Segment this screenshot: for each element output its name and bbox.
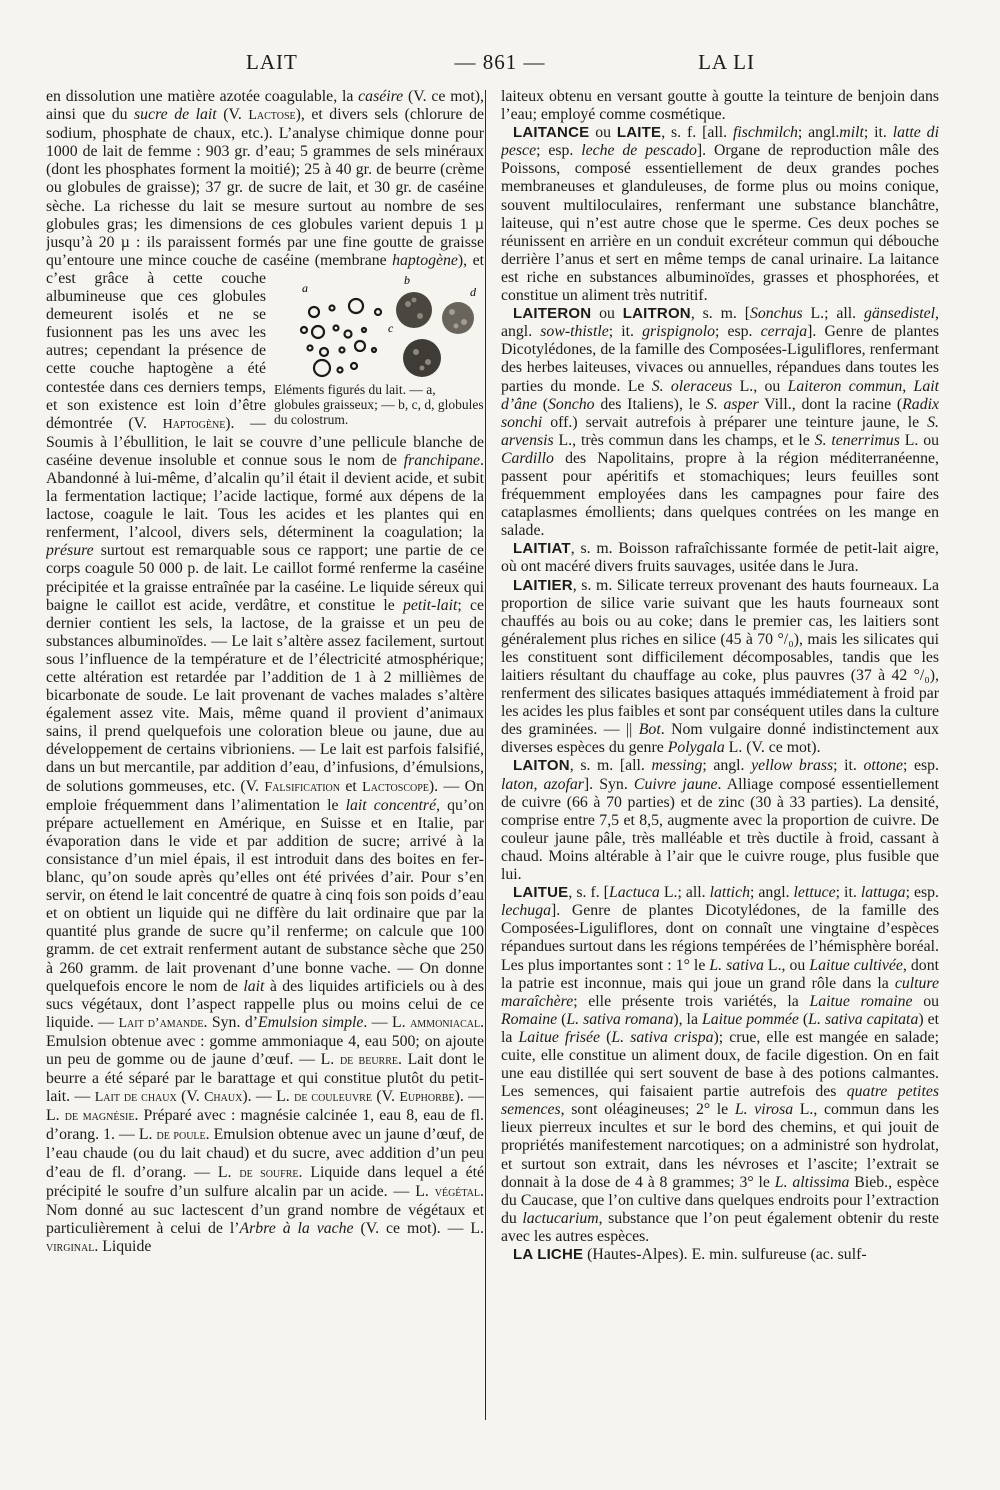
entry-lait-continued: en dissolution une matière azotée coagulable, la caséire (V. ce mot), ainsi que du sucre de lait (V. Lactose), et divers sels (chlorure de sodium, phosphate de chaux, etc.). L’analyse chimique donne pour 1000 de lait de femme : 903 gr. d’eau; 5 grammes de sels minéraux (dont les phosphates forment la moitié); 25 à 40 gr. de beurre (crème ou globules de graisse); 37 gr. de sucre de lait, et 30 gr. de caséine sèche. La richesse du lait se mesure surtout au nombre de ses globules gras; les dimensions de ces globules varient depuis 1 µ jusqu’à 20 µ : ils paraissent formés par une fine goutte de graisse qu’entoure une mince couche de caséine (membrane a b c d Eléments figurés du lait. — a, globules graisseux; — b, c, d, globules du colostrum. haptogène), et c’est grâce à cette couche albumineuse que ces globules demeurent isolés et ne se fusionnent pas les uns avec les autres; cependant la présence de cette couche haptogène a été contestée dans ces derniers temps, et son existence est loin d’être démontrée (V. Haptogène). — Soumis à l’ébullition, le lait se couvre d’une pellicule blanche de caséine devenue insoluble et connue sous le nom de franchipane. Abandonné à lui-même, d’alcalin qu’il était il devient acide, et subit la fermentation lactique; l’acide lactique, formé aux dépens de la lactose, coagule le lait. Tous les acides et les plantes qui en renferment, l’alcool, divers sels, déterminent la coagulation; la présure surtout est remarquable sous ce rapport; une partie de ce corps coagule 50 000 p. de lait. Le caillot formé renferme la caséine précipitée et la graisse entraînée par la caséine. Le liquide séreux qui baigne le caillot est acide, verdâtre, et constitue le petit-lait; ce dernier contient les sels, la lactose, de la graisse et un peu de substances albuminoïdes. — Le lait s’altère assez facilement, surtout sous l’influence de la température et de l’électricité atmosphérique; cette altération est retardée par l’addition de 1 à 2 millièmes de bicarbonate de soude. Le lait provenant de vaches malades s’altère également assez vite. Mais, même quand il provient d’animaux sains, il prend quelquefois une coloration bleue ou jaune, due au développement de certains vibrioniens. — Le lait est parfois falsifié, dans un but mercantile, par addition d’eau, d’infusions, d’émulsions, de solutions gommeuses, etc. (V. Falsification et Lactoscope). — On emploie fréquemment dans l’alimentation le lait concentré, qu’on prépare actuellement en Amérique, en Suisse et en Italie, par évaporation dans le vide et par addition de sucre; arrivé à la consistance d’un miel épais, il est introduit dans des boites en fer-blanc, qu’on soude après qu’elles ont été privées d’air. Pour s’en servir, on étend le lait concentré de quatre à cinq fois son poids d’eau et on obtient un liquide qui ne diffère du lait ordinaire que par la quantité plus grande de sucre qu’il renferme; on calcule que 100 gramm. de cet extrait renferment autant de substance sèche que 250 à 260 gramm. de lait provenant d’une bonne vache. — On donne quelquefois encore le nom de lait à des liquides artificiels ou à des sucs végétaux, dont l’aspect rappelle plus ou moins celui de ce liquide. — Lait d’amande. Syn. d’Emulsion simple. — L. ammoniacal. Emulsion obtenue avec : gomme ammoniaque 4, eau 500; on ajoute un peu de gomme ou de jaune d’œuf. — L. de beurre. Lait dont le beurre a été séparé par le barattage et qui constitue plutôt du petit-lait. — Lait de chaux (V. Chaux). — L. de couleuvre (V. Euphorbe). — L. de magnésie. Préparé avec : magnésie calcinée 1, eau 8, eau de fl. d’orang. 1. — L. de poule. Emulsion obtenue avec un jaune d’œuf, de l’eau chaude (ou du lait chaud) et du sucre, avec addition d’un peu d’eau de fl. d’orang. — L. de soufre. Liquide dans lequel a été précipité le soufre d’un sulfure alcalin par un acide. — L. végétal. Nom donné au suc lactescent d’un grand nombre de végétaux et particulièrement à celui de l’Arbre à la vache (V. ce mot). — L. virginal. Liquide bbox=[46, 88, 484, 1255]
milk-globules-figure bbox=[274, 270, 484, 427]
figure-label-c: c bbox=[388, 320, 394, 335]
right-column bbox=[501, 88, 939, 1420]
running-header bbox=[30, 50, 970, 84]
headword: LAITON bbox=[513, 757, 570, 775]
headword: LAITANCE bbox=[513, 124, 590, 142]
headword: LAITERON bbox=[513, 305, 592, 323]
header-left-word: LAIT bbox=[246, 50, 298, 74]
headword: LAITIAT bbox=[513, 540, 571, 558]
headword: LAITUE bbox=[513, 884, 569, 902]
entry-lait-end: laiteux obtenu en versant goutte à goutte la teinture de benjoin dans l’eau; employé comme cosmétique. bbox=[501, 88, 939, 124]
figure-label-b: b bbox=[404, 272, 410, 287]
entry-laiton: LAITON, s. m. [all. messing; angl. yellow brass; it. ottone; esp. laton, azofar]. Syn. Cuivre jaune. Alliage composé essentiellement de cuivre (66 à 70 parties) et de zinc (30 à 33 parties). La densité, comprise entre 7,5 et 8,5, augmente avec la proportion de cuivre. De couleur jaune pâle, très malléable et très ductile à froid, cassant à chaud. Moins altérable à l’air que le cuivre rouge, plus fusible que lui. bbox=[501, 757, 939, 884]
milk-globules-illustration bbox=[274, 270, 484, 380]
figure-caption: Eléments figurés du lait. — a, globules graisseux; — b, c, d, globules du colostrum. bbox=[274, 381, 484, 427]
colostrum-bodies bbox=[396, 292, 474, 377]
header-right-word: LA LI bbox=[698, 50, 755, 74]
column-divider bbox=[485, 90, 486, 1420]
entry-laitance: LAITANCE ou LAITE, s. f. [all. fischmilch; angl.milt; it. latte di pesce; esp. leche de pescado]. Organe de reproduction mâle des Poissons, composé essentiellement de deux grandes poches membraneuses et glanduleuses, de forme plus ou moins conique, souvent multiloculaires, renfermant une substance blanchâtre, laiteuse, qui n’est autre chose que le sperme. Ces deux poches se réunissent en arrière en un conduit excréteur commun qui débouche derrière l’anus et sert en même temps de canal urinaire. La laitance est riche en substances albuminoïdes, grasses et phosphorées, et constitue un aliment très nutritif. bbox=[501, 124, 939, 305]
entry-laiteron: LAITERON ou LAITRON, s. m. [Sonchus L.; all. gänsedistel, angl. sow-thistle; it. grispignolo; esp. cerraja]. Genre de plantes Dicotylédones, de la famille des Composées-Liguliflores, renfermant des herbes laiteuses, vivaces ou annuelles, répandues dans toutes les parties du monde. Le S. oleraceus L., ou Laiteron commun, Lait d’âne (Soncho des Italiens), le S. asper Vill., dont la racine (Radix sonchi off.) servait autrefois à préparer une teinture jaune, le S. arvensis L., très commun dans les champs, et le S. tenerrimus L. ou Cardillo des Napolitains, propre à la région méditerranéenne, passent pour apéritifs et stomachiques; leurs feuilles sont fréquemment employées dans les campagnes pour faire des cataplasmes émollients; dans quelques contrées on les mange en salade. bbox=[501, 305, 939, 540]
left-column bbox=[46, 88, 484, 1420]
figure-label-d: d bbox=[470, 284, 476, 299]
page-number: — 861 — bbox=[454, 50, 546, 74]
entry-la-liche: LA LICHE (Hautes-Alpes). E. min. sulfureuse (ac. sulf- bbox=[513, 1246, 867, 1263]
figure-label-a: a bbox=[302, 280, 308, 295]
entry-laitier: LAITIER, s. m. Silicate terreux provenant des hauts fourneaux. La proportion de silice varie suivant que les hauts fourneaux sont chauffés au bois ou au coke; dans le premier cas, les laitiers sont généralement plus riches en silice (45 à 70 °/₀), mais les silicates qui les constituent sont difficilement décomposables, tandis que les laitiers résultant du chauffage au coke, plus pauvres (37 à 42 °/₀), renferment des silicates basiques attaqués immédiatement à froid par les acides les plus faibles et sont par conséquent utiles dans la culture des graminées. — || Bot. Nom vulgaire donné indistinctement aux diverses espèces du genre Polygala L. (V. ce mot). bbox=[501, 576, 939, 757]
headword: LA LICHE bbox=[513, 1246, 584, 1263]
fat-globules bbox=[301, 299, 381, 376]
headword: LAITIER bbox=[513, 576, 573, 594]
entry-laitiat: LAITIAT, s. m. Boisson rafraîchissante formée de petit-lait aigre, où ont macéré divers fruits sauvages, usitée dans le Jura. bbox=[501, 540, 939, 576]
entry-laitue: LAITUE, s. f. [Lactuca L.; all. lattich; angl. lettuce; it. lattuga; esp. lechuga]. Genre de plantes Dicotylédones, de la famille des Composées-Liguliflores, dont on connaît une vingtaine d’espèces répandues surtout dans les régions tempérées de l’hémisphère boréal. Les plus importantes sont : 1° le L. sativa L., ou Laitue cultivée, dont la patrie est inconnue, mais qui joue un grand rôle dans la culture maraîchère; elle présente trois variétés, la Laitue romaine ou Romaine (L. sativa romana), la Laitue pommée (L. sativa capitata) et la Laitue frisée (L. sativa crispa); crue, elle est mangée en salade; cuite, elle constitue un aliment doux, de facile digestion. On en fait une eau distillée qui sert souvent de base à des potions calmantes. Les semences, qui faisaient partie autrefois des quatre petites semences, sont oléagineuses; 2° le L. virosa L., commun dans les lieux pierreux incultes et sur le bord des chemins, et qui jouit de propriétés manifestement narcotiques; on a administré son hydrolat, et surtout son extrait, dans les névroses et l’ascite; l’extrait se donnait à la dose de 4 à 8 grammes; 3° le L. altissima Bieb., espèce du Caucase, que l’on cultive dans quelques endroits pour l’extraction du lactucarium, substance que l’on peut également obtenir du reste avec les autres espèces. bbox=[501, 884, 939, 1245]
